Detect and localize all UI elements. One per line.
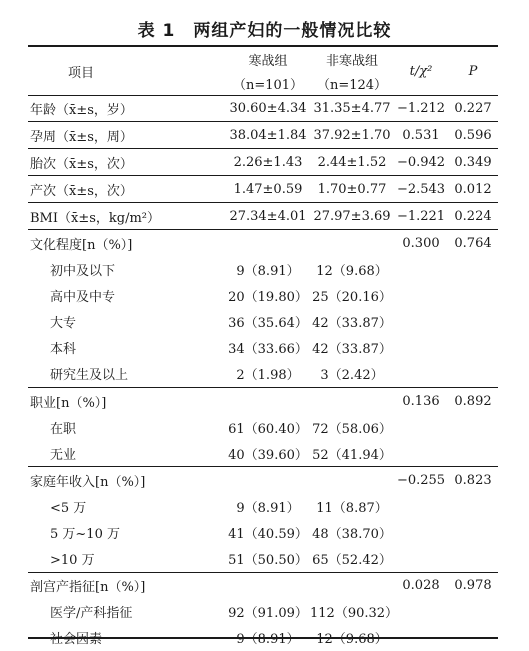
cell-group2 xyxy=(310,572,394,599)
cell-stat xyxy=(394,520,448,546)
cell-stat: −0.942 xyxy=(394,149,448,176)
table-row-category xyxy=(28,95,498,122)
cell-group1: 38.04±1.84 xyxy=(226,122,310,149)
cell-p xyxy=(448,414,498,440)
cell-group2: 3（2.42） xyxy=(320,368,384,384)
cell-group1: 92（91.09） xyxy=(228,606,308,622)
cell-group2: 48（38.70） xyxy=(312,527,392,543)
cell-group1: 1.47±0.59 xyxy=(226,176,310,203)
cell-group2 xyxy=(310,230,394,257)
cell-group1 xyxy=(226,467,310,494)
cell-stat xyxy=(394,493,448,519)
row-label: 文化程度[n（%）] xyxy=(28,230,226,257)
cell-stat: 0.028 xyxy=(394,572,448,599)
cell-p xyxy=(448,493,498,519)
cell-group2: 37.92±1.70 xyxy=(310,122,394,149)
cell-stat xyxy=(394,414,448,440)
row-label: <5 万 xyxy=(50,500,87,516)
cell-group1: 51（50.50） xyxy=(228,553,308,569)
table-row-subitem xyxy=(28,414,498,440)
cell-group2: 72（58.06） xyxy=(312,421,392,437)
cell-group1: 41（40.59） xyxy=(228,527,308,543)
cell-group1: 9（8.91） xyxy=(236,632,300,648)
cell-stat xyxy=(394,309,448,335)
cell-p: 0.892 xyxy=(448,388,498,415)
table-row-subitem xyxy=(28,335,498,361)
table-row-category xyxy=(28,467,498,494)
header-group2-name: 非寒战组 xyxy=(325,53,378,69)
row-label: 产次（x̄±s，次） xyxy=(28,176,226,203)
table-title: 表 1 两组产妇的一般情况比较 xyxy=(137,21,392,41)
row-label: 5 万~10 万 xyxy=(50,527,120,543)
table-row-category xyxy=(28,388,498,415)
row-label: 研究生及以上 xyxy=(50,368,129,384)
cell-stat xyxy=(394,625,448,651)
header-stat: t/χ² xyxy=(409,63,433,79)
cell-stat xyxy=(394,546,448,573)
cell-group1: 34（33.66） xyxy=(228,342,308,358)
table-row-category xyxy=(28,149,498,176)
cell-p: 0.349 xyxy=(448,149,498,176)
cell-stat xyxy=(394,257,448,283)
cell-group1: 20（19.80） xyxy=(228,290,308,306)
row-label: 年龄（x̄±s，岁） xyxy=(30,102,133,118)
table-header xyxy=(28,47,498,95)
table-row-subitem xyxy=(28,493,498,519)
cell-p xyxy=(448,257,498,283)
table-row-category xyxy=(28,122,498,149)
row-label: 无业 xyxy=(50,447,77,463)
table-row-subitem xyxy=(28,283,498,309)
row-label: 社会因素 xyxy=(50,632,103,648)
cell-group1: 30.60±4.34 xyxy=(229,100,307,116)
cell-group2: 11（8.87） xyxy=(316,500,388,516)
cell-group2: 2.44±1.52 xyxy=(310,149,394,176)
row-label: 初中及以下 xyxy=(50,264,116,280)
cell-group1: 61（60.40） xyxy=(228,421,308,437)
cell-p: 0.764 xyxy=(448,230,498,257)
cell-group2: 25（20.16） xyxy=(312,290,392,306)
cell-stat: 0.300 xyxy=(394,230,448,257)
row-label: 高中及中专 xyxy=(50,290,116,306)
comparison-table xyxy=(28,47,498,651)
table-row-category xyxy=(28,572,498,599)
cell-group2: 65（52.42） xyxy=(312,553,392,569)
table-row-category xyxy=(28,230,498,257)
cell-p: 0.823 xyxy=(448,467,498,494)
cell-group2: 42（33.87） xyxy=(312,316,392,332)
table-row-subitem xyxy=(28,599,498,625)
cell-p: 0.596 xyxy=(448,122,498,149)
table-row-subitem xyxy=(28,257,498,283)
table-row-subitem xyxy=(28,309,498,335)
cell-group2 xyxy=(310,467,394,494)
row-label: 在职 xyxy=(50,421,77,437)
cell-p xyxy=(448,599,498,625)
cell-stat: −2.543 xyxy=(394,176,448,203)
table-row-subitem xyxy=(28,361,498,388)
cell-group1: 27.34±4.01 xyxy=(226,203,310,230)
cell-p: 0.978 xyxy=(448,572,498,599)
row-label: 孕周（x̄±s，周） xyxy=(28,122,226,149)
cell-p xyxy=(448,520,498,546)
cell-stat: −1.221 xyxy=(394,203,448,230)
cell-group2: 12（9.68） xyxy=(316,264,388,280)
cell-p xyxy=(448,283,498,309)
table-row-category xyxy=(28,203,498,230)
cell-group1: 36（35.64） xyxy=(228,316,308,332)
row-label: BMI（x̄±s，kg/m²） xyxy=(28,203,226,230)
cell-stat xyxy=(394,361,448,388)
cell-p xyxy=(448,625,498,651)
table-row-subitem xyxy=(28,440,498,467)
cell-stat xyxy=(394,440,448,467)
cell-p: 0.012 xyxy=(448,176,498,203)
header-group1-name: 寒战组 xyxy=(248,53,288,69)
row-label: 大专 xyxy=(50,316,77,332)
row-label: 家庭年收入[n（%）] xyxy=(28,467,226,494)
cell-p xyxy=(448,309,498,335)
cell-stat: −1.212 xyxy=(396,100,446,116)
cell-group1 xyxy=(226,572,310,599)
cell-p xyxy=(448,335,498,361)
row-label: 职业[n（%）] xyxy=(28,388,226,415)
cell-p: 0.224 xyxy=(448,203,498,230)
cell-group1: 9（8.91） xyxy=(236,264,300,280)
table-body xyxy=(28,95,498,651)
cell-group2: 1.70±0.77 xyxy=(310,176,394,203)
cell-group2: 42（33.87） xyxy=(312,342,392,358)
table-row-subitem xyxy=(28,625,498,651)
cell-group2: 27.97±3.69 xyxy=(310,203,394,230)
row-label: 本科 xyxy=(50,342,77,358)
header-group1-n: （n=101） xyxy=(232,77,304,93)
cell-p: 0.227 xyxy=(454,100,492,116)
cell-stat xyxy=(394,283,448,309)
cell-stat: −0.255 xyxy=(394,467,448,494)
header-item: 项目 xyxy=(68,65,95,81)
header-p: P xyxy=(468,63,478,79)
cell-group1: 2.26±1.43 xyxy=(226,149,310,176)
cell-stat xyxy=(394,335,448,361)
row-label: 医学/产科指征 xyxy=(50,606,133,622)
cell-p xyxy=(448,440,498,467)
table-row-category xyxy=(28,176,498,203)
cell-p xyxy=(448,361,498,388)
cell-group1 xyxy=(226,388,310,415)
cell-group2: 112（90.32） xyxy=(310,606,399,622)
cell-p xyxy=(448,546,498,573)
cell-stat: 0.136 xyxy=(394,388,448,415)
cell-group1 xyxy=(226,230,310,257)
cell-group2: 31.35±4.77 xyxy=(313,100,391,116)
table-row-subitem xyxy=(28,520,498,546)
row-label: >10 万 xyxy=(50,553,95,569)
table-row-subitem xyxy=(28,546,498,573)
cell-group2: 52（41.94） xyxy=(312,447,392,463)
header-group2-n: （n=124） xyxy=(316,77,388,93)
cell-group1: 2（1.98） xyxy=(236,368,300,384)
cell-group1: 40（39.60） xyxy=(228,447,308,463)
row-label: 剖宫产指征[n（%）] xyxy=(28,572,226,599)
cell-stat xyxy=(394,599,448,625)
cell-group2 xyxy=(310,388,394,415)
cell-group2: 12（9.68） xyxy=(316,632,388,648)
cell-group1: 9（8.91） xyxy=(236,500,300,516)
row-label: 胎次（x̄±s，次） xyxy=(28,149,226,176)
cell-stat: 0.531 xyxy=(394,122,448,149)
